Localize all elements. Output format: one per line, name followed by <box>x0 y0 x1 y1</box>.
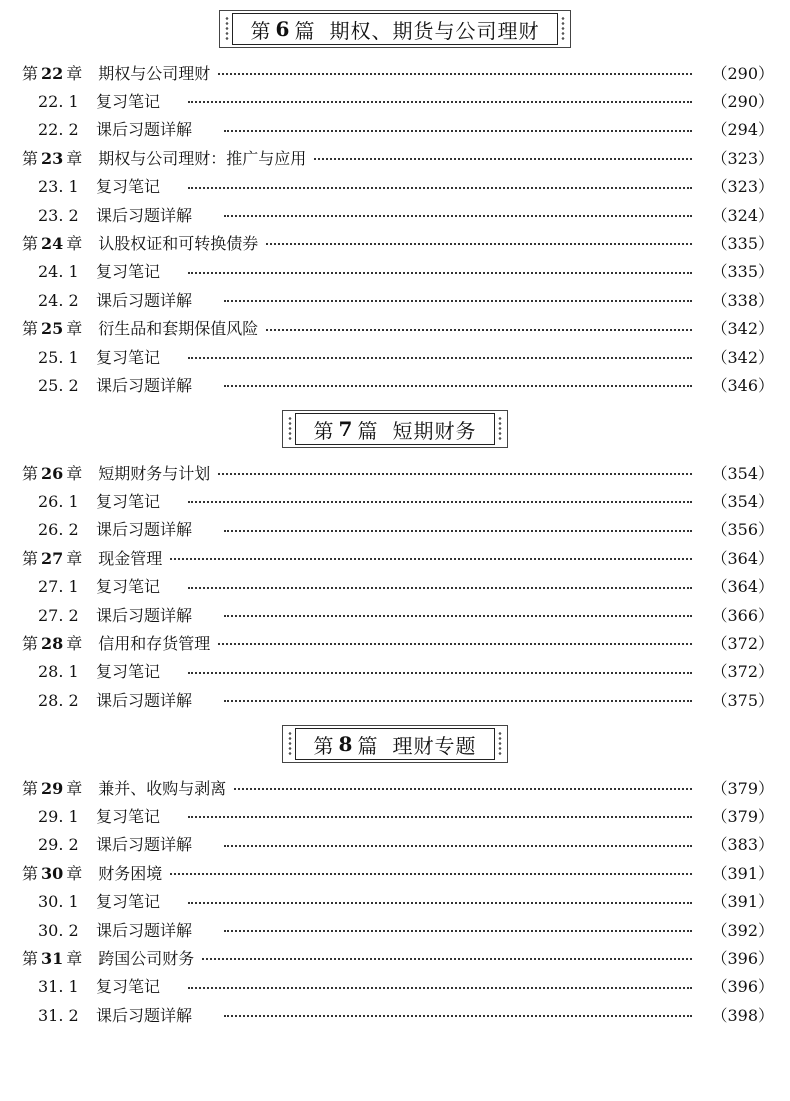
section-number: 27. 2 <box>38 605 79 625</box>
page-number: （342） <box>711 347 774 367</box>
section-number: 25. 1 <box>38 347 79 367</box>
section-number: 24. 1 <box>38 262 79 282</box>
chapter-label <box>22 861 162 884</box>
section-number: 23. 2 <box>38 205 79 225</box>
toc-section-entry[interactable] <box>0 832 790 856</box>
chapter-label <box>22 231 258 254</box>
section-number: 29. 2 <box>38 835 79 855</box>
section-title: 课后习题详解 <box>96 290 193 310</box>
section-label <box>38 974 160 997</box>
section-label <box>38 89 160 112</box>
section-label <box>38 659 160 682</box>
chapter-suffix: 章 <box>66 633 83 653</box>
section-label <box>38 688 192 711</box>
toc-chapter-entry[interactable] <box>0 230 790 254</box>
section-number: 30. 2 <box>38 920 79 940</box>
page-number: （391） <box>711 863 774 883</box>
dot-leader <box>188 187 692 189</box>
section-title: 复习笔记 <box>96 577 161 597</box>
page-number: （323） <box>711 177 774 197</box>
section-number: 28. 2 <box>38 690 79 710</box>
section-title: 课后习题详解 <box>96 835 193 855</box>
dot-leader <box>266 329 692 331</box>
dot-leader <box>224 300 692 302</box>
chapter-suffix: 章 <box>66 463 83 483</box>
toc-chapter-entry[interactable] <box>0 316 790 340</box>
chapter-suffix: 章 <box>66 863 83 883</box>
page-number: （379） <box>711 806 774 826</box>
toc-section-entry[interactable] <box>0 88 790 112</box>
page-number: （335） <box>711 233 774 253</box>
dot-leader <box>188 672 692 674</box>
section-number: 30. 1 <box>38 892 79 912</box>
page-number: （354） <box>711 463 774 483</box>
dot-leader <box>188 987 692 989</box>
chapter-label <box>22 946 194 969</box>
part-number: 8 <box>338 732 354 756</box>
toc-section-entry[interactable] <box>0 488 790 512</box>
section-label <box>38 345 160 368</box>
toc-chapter-entry[interactable] <box>0 145 790 169</box>
dot-leader <box>188 357 692 359</box>
section-number: 22. 1 <box>38 91 79 111</box>
toc-chapter-entry[interactable] <box>0 60 790 84</box>
section-title: 复习笔记 <box>96 91 161 111</box>
part-heading-box <box>295 413 496 445</box>
section-label <box>38 832 192 855</box>
section-number: 28. 1 <box>38 662 79 682</box>
dot-leader <box>224 215 692 217</box>
section-number: 31. 1 <box>38 977 79 997</box>
chapter-number: 24 <box>41 233 64 253</box>
page-number: （398） <box>711 1005 774 1025</box>
section-number: 22. 2 <box>38 120 79 140</box>
section-number: 31. 2 <box>38 1005 79 1025</box>
toc-section-entry[interactable] <box>0 117 790 141</box>
toc-chapter-entry[interactable] <box>0 860 790 884</box>
toc-section-entry[interactable] <box>0 917 790 941</box>
section-title: 课后习题详解 <box>96 520 193 540</box>
section-title: 课后习题详解 <box>96 120 193 140</box>
toc-section-entry[interactable] <box>0 602 790 626</box>
section-label <box>38 373 192 396</box>
toc-section-entry[interactable] <box>0 287 790 311</box>
part-number: 7 <box>338 417 354 441</box>
page-number: （354） <box>711 491 774 511</box>
section-title: 复习笔记 <box>96 491 161 511</box>
dot-leader <box>234 788 692 790</box>
section-title: 复习笔记 <box>96 977 161 997</box>
toc-section-entry[interactable] <box>0 344 790 368</box>
page-number: （366） <box>711 605 774 625</box>
part-heading <box>0 728 790 760</box>
chapter-label <box>22 61 210 84</box>
section-number: 25. 2 <box>38 375 79 395</box>
dot-leader <box>266 243 692 245</box>
part-heading-box <box>295 728 496 760</box>
page-number: （364） <box>711 577 774 597</box>
dot-leader <box>224 130 692 132</box>
chapter-label <box>22 546 162 569</box>
toc-section-entry[interactable] <box>0 1002 790 1026</box>
chapter-number: 25 <box>41 319 64 339</box>
toc-chapter-entry[interactable] <box>0 460 790 484</box>
chapter-prefix: 第 <box>22 633 39 653</box>
toc-section-entry[interactable] <box>0 974 790 998</box>
chapter-prefix: 第 <box>22 548 39 568</box>
dot-leader <box>188 272 692 274</box>
chapter-number: 28 <box>41 633 64 653</box>
dot-leader <box>224 845 692 847</box>
part-heading <box>0 413 790 445</box>
chapter-prefix: 第 <box>22 463 39 483</box>
section-label <box>38 174 160 197</box>
dot-leader <box>202 958 692 960</box>
section-title: 课后习题详解 <box>96 920 193 940</box>
toc-chapter-entry[interactable] <box>0 545 790 569</box>
page-number: （364） <box>711 548 774 568</box>
section-title: 课后习题详解 <box>96 375 193 395</box>
chapter-prefix: 第 <box>22 319 39 339</box>
page-number: （338） <box>711 290 774 310</box>
toc-section-entry[interactable] <box>0 574 790 598</box>
chapter-label <box>22 316 258 339</box>
toc-section-entry[interactable] <box>0 889 790 913</box>
dot-leader <box>188 816 692 818</box>
page-number: （391） <box>711 892 774 912</box>
chapter-label <box>22 776 226 799</box>
dot-leader <box>188 101 692 103</box>
chapter-suffix: 章 <box>66 778 83 798</box>
section-label <box>38 117 192 140</box>
section-number: 29. 1 <box>38 806 79 826</box>
part-title: 期权、期货与公司理财 <box>329 18 540 43</box>
dot-leader <box>188 902 692 904</box>
page-number: （372） <box>711 662 774 682</box>
dot-leader <box>224 615 692 617</box>
chapter-title: 衍生品和套期保值风险 <box>98 319 259 339</box>
dot-leader <box>218 73 692 75</box>
chapter-suffix: 章 <box>66 319 83 339</box>
page-number: （383） <box>711 835 774 855</box>
chapter-title: 认股权证和可转换债券 <box>98 233 259 253</box>
section-title: 课后习题详解 <box>96 690 193 710</box>
page-number: （324） <box>711 205 774 225</box>
section-title: 课后习题详解 <box>96 1005 193 1025</box>
chapter-title: 短期财务与计划 <box>98 463 211 483</box>
dot-leader <box>188 501 692 503</box>
part-title: 理财专题 <box>392 733 477 758</box>
chapter-title: 跨国公司财务 <box>98 948 195 968</box>
chapter-title: 期权与公司理财 <box>98 63 211 83</box>
toc-section-entry[interactable] <box>0 659 790 683</box>
toc-section-entry[interactable] <box>0 174 790 198</box>
chapter-number: 22 <box>41 63 64 83</box>
page-number: （375） <box>711 690 774 710</box>
section-title: 复习笔记 <box>96 177 161 197</box>
section-label <box>38 889 160 912</box>
toc-chapter-entry[interactable] <box>0 775 790 799</box>
chapter-suffix: 章 <box>66 233 83 253</box>
section-label <box>38 574 160 597</box>
dot-leader <box>188 587 692 589</box>
page-number: （379） <box>711 778 774 798</box>
section-label <box>38 259 160 282</box>
chapter-number: 27 <box>41 548 64 568</box>
toc-chapter-entry[interactable] <box>0 630 790 654</box>
chapter-title: 兼并、收购与剥离 <box>98 778 227 798</box>
part-prefix: 第 <box>313 733 335 758</box>
toc-chapter-entry[interactable] <box>0 945 790 969</box>
chapter-number: 23 <box>41 148 64 168</box>
chapter-suffix: 章 <box>66 63 83 83</box>
section-label <box>38 203 192 226</box>
part-suffix: 篇 <box>357 418 379 443</box>
part-heading-box <box>232 13 559 45</box>
chapter-title: 信用和存货管理 <box>98 633 211 653</box>
page-number: （372） <box>711 633 774 653</box>
section-number: 23. 1 <box>38 177 79 197</box>
section-title: 复习笔记 <box>96 892 161 912</box>
section-number: 26. 1 <box>38 491 79 511</box>
chapter-number: 29 <box>41 778 64 798</box>
page-number: （290） <box>711 91 774 111</box>
page-number: （342） <box>711 319 774 339</box>
chapter-suffix: 章 <box>66 148 83 168</box>
page-number: （396） <box>711 977 774 997</box>
chapter-suffix: 章 <box>66 948 83 968</box>
part-suffix: 篇 <box>357 733 379 758</box>
part-title: 短期财务 <box>392 418 477 443</box>
section-number: 26. 2 <box>38 520 79 540</box>
chapter-prefix: 第 <box>22 233 39 253</box>
toc-section-entry[interactable] <box>0 372 790 396</box>
part-number: 6 <box>275 17 291 41</box>
section-number: 27. 1 <box>38 577 79 597</box>
section-title: 课后习题详解 <box>96 205 193 225</box>
page-number: （346） <box>711 375 774 395</box>
dot-leader <box>224 1015 692 1017</box>
dot-leader <box>224 385 692 387</box>
section-title: 复习笔记 <box>96 347 161 367</box>
section-label <box>38 288 192 311</box>
section-label <box>38 517 192 540</box>
part-prefix: 第 <box>250 18 272 43</box>
section-label <box>38 489 160 512</box>
toc-section-entry[interactable] <box>0 803 790 827</box>
chapter-prefix: 第 <box>22 948 39 968</box>
chapter-title: 期权与公司理财：推广与应用 <box>98 148 307 168</box>
toc-section-entry[interactable] <box>0 202 790 226</box>
section-title: 复习笔记 <box>96 262 161 282</box>
chapter-label <box>22 461 210 484</box>
dot-leader <box>218 643 692 645</box>
section-label <box>38 603 192 626</box>
page-number: （290） <box>711 63 774 83</box>
chapter-suffix: 章 <box>66 548 83 568</box>
dot-leader <box>314 158 692 160</box>
chapter-number: 26 <box>41 463 64 483</box>
toc-section-entry[interactable] <box>0 259 790 283</box>
dot-leader <box>224 530 692 532</box>
chapter-prefix: 第 <box>22 778 39 798</box>
toc-section-entry[interactable] <box>0 517 790 541</box>
page-number: （335） <box>711 262 774 282</box>
section-title: 复习笔记 <box>96 806 161 826</box>
section-number: 24. 2 <box>38 290 79 310</box>
chapter-label <box>22 631 210 654</box>
page-number: （396） <box>711 948 774 968</box>
chapter-title: 现金管理 <box>98 548 163 568</box>
toc-section-entry[interactable] <box>0 687 790 711</box>
section-title: 课后习题详解 <box>96 605 193 625</box>
part-prefix: 第 <box>313 418 335 443</box>
chapter-number: 30 <box>41 863 64 883</box>
part-suffix: 篇 <box>294 18 316 43</box>
dot-leader <box>224 930 692 932</box>
dot-leader <box>170 873 692 875</box>
page-number: （356） <box>711 520 774 540</box>
page-number: （323） <box>711 148 774 168</box>
chapter-title: 财务困境 <box>98 863 163 883</box>
part-heading <box>0 13 790 45</box>
dot-leader <box>170 558 692 560</box>
chapter-number: 31 <box>41 948 64 968</box>
section-title: 复习笔记 <box>96 662 161 682</box>
page-number: （294） <box>711 120 774 140</box>
chapter-prefix: 第 <box>22 863 39 883</box>
chapter-prefix: 第 <box>22 148 39 168</box>
section-label <box>38 804 160 827</box>
chapter-prefix: 第 <box>22 63 39 83</box>
section-label <box>38 1003 192 1026</box>
chapter-label <box>22 146 306 169</box>
page-number: （392） <box>711 920 774 940</box>
section-label <box>38 918 192 941</box>
dot-leader <box>218 473 692 475</box>
dot-leader <box>224 700 692 702</box>
